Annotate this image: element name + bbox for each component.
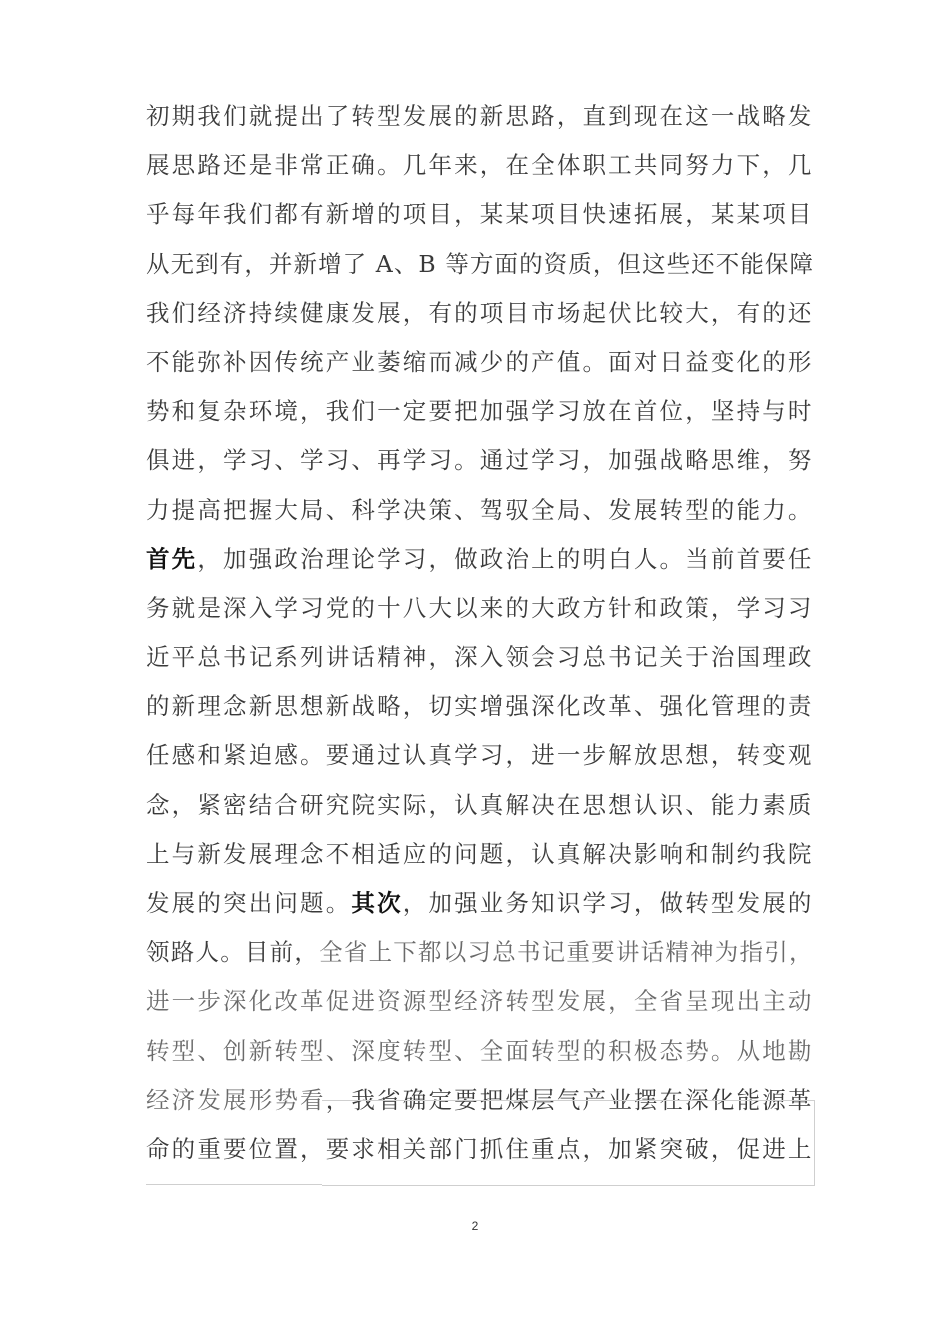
text-segment: 从无到有，并新增了 A、B 等方面的资质，但这些还不能保障	[146, 249, 815, 278]
text-line	[146, 1076, 816, 1125]
text-segment: 我们经济持续健康发展，有的项目市场起伏比较大，有的还	[146, 298, 814, 327]
text-segment: 力提高把握大局、科学决策、驾驭全局、发展转型的能力。	[146, 495, 814, 524]
text-line	[146, 535, 816, 584]
text-line	[146, 240, 816, 289]
text-line	[146, 387, 816, 436]
text-segment: 发展的突出问题。	[146, 889, 352, 917]
text-segment: 进一步深化改革促进资源型经济转型发展，全省呈现出主动	[146, 987, 814, 1016]
text-segment: 念，紧密结合研究院实际，认真解决在思想认识、能力素质	[146, 790, 814, 819]
text-segment: ，加强政治理论学习，做政治上的明白人。当前首要任	[197, 544, 814, 573]
text-line	[146, 584, 816, 633]
text-line	[146, 928, 816, 977]
text-line	[146, 486, 816, 535]
text-segment: 上与新发展理念不相适应的问题，认真解决影响和制约我院	[146, 839, 814, 868]
text-segment: 势和复杂环境，我们一定要把加强学习放在首位，坚持与时	[146, 397, 814, 426]
body-text	[146, 92, 816, 1174]
text-line	[146, 879, 816, 928]
text-segment: ，我省确定要把煤层气产业摆在深化能源革	[325, 1085, 814, 1114]
text-segment: ，加强业务知识学习，做转型发展的	[402, 889, 814, 917]
text-segment: 领路人。目前，	[146, 938, 320, 967]
text-line	[146, 190, 816, 239]
text-line	[146, 682, 816, 731]
page-number: 2	[471, 1219, 479, 1233]
text-segment: 近平总书记系列讲话精神，深入领会习总书记关于治国理政	[146, 643, 814, 672]
text-line	[146, 141, 816, 190]
text-line	[146, 338, 816, 387]
text-segment: 命的重要位置，要求相关部门抓住重点，加紧突破，促进上	[146, 1134, 814, 1163]
text-line	[146, 289, 816, 338]
text-segment: 初期我们就提出了转型发展的新思路，直到现在这一战略发	[146, 102, 814, 130]
text-segment: 务就是深入学习党的十八大以来的大政方针和政策，学习习	[146, 593, 814, 622]
text-line	[146, 92, 816, 141]
text-segment: 展思路还是非常正确。几年来，在全体职工共同努力下，几	[146, 151, 814, 180]
text-line	[146, 977, 816, 1026]
text-line	[146, 830, 816, 879]
highlight-frame-lower	[146, 1148, 322, 1185]
text-segment: 转型、创新转型、深度转型、全面转型的积极态势。从地勘	[146, 1036, 814, 1065]
text-segment: 经济发展形势看	[146, 1085, 326, 1114]
text-line	[146, 436, 816, 485]
text-segment: 任感和紧迫感。要通过认真学习，进一步解放思想，转变观	[146, 741, 814, 770]
text-line	[146, 1027, 816, 1076]
text-segment: 不能弥补因传统产业萎缩而减少的产值。面对日益变化的形	[146, 347, 814, 376]
text-line	[146, 731, 816, 780]
text-line	[146, 633, 816, 682]
bold-heading-text: 其次	[351, 889, 403, 917]
text-line	[146, 781, 816, 830]
text-segment: 全省上下都以习总书记重要讲话精神为指引，	[319, 938, 814, 967]
text-segment: 的新理念新思想新战略，切实增强深化改革、强化管理的责	[146, 692, 814, 721]
text-segment: 乎每年我们都有新增的项目，某某项目快速拓展，某某项目	[146, 200, 814, 229]
text-segment: 俱进，学习、学习、再学习。通过学习，加强战略思维，努	[146, 446, 814, 475]
bold-heading-text: 首先	[146, 544, 198, 573]
